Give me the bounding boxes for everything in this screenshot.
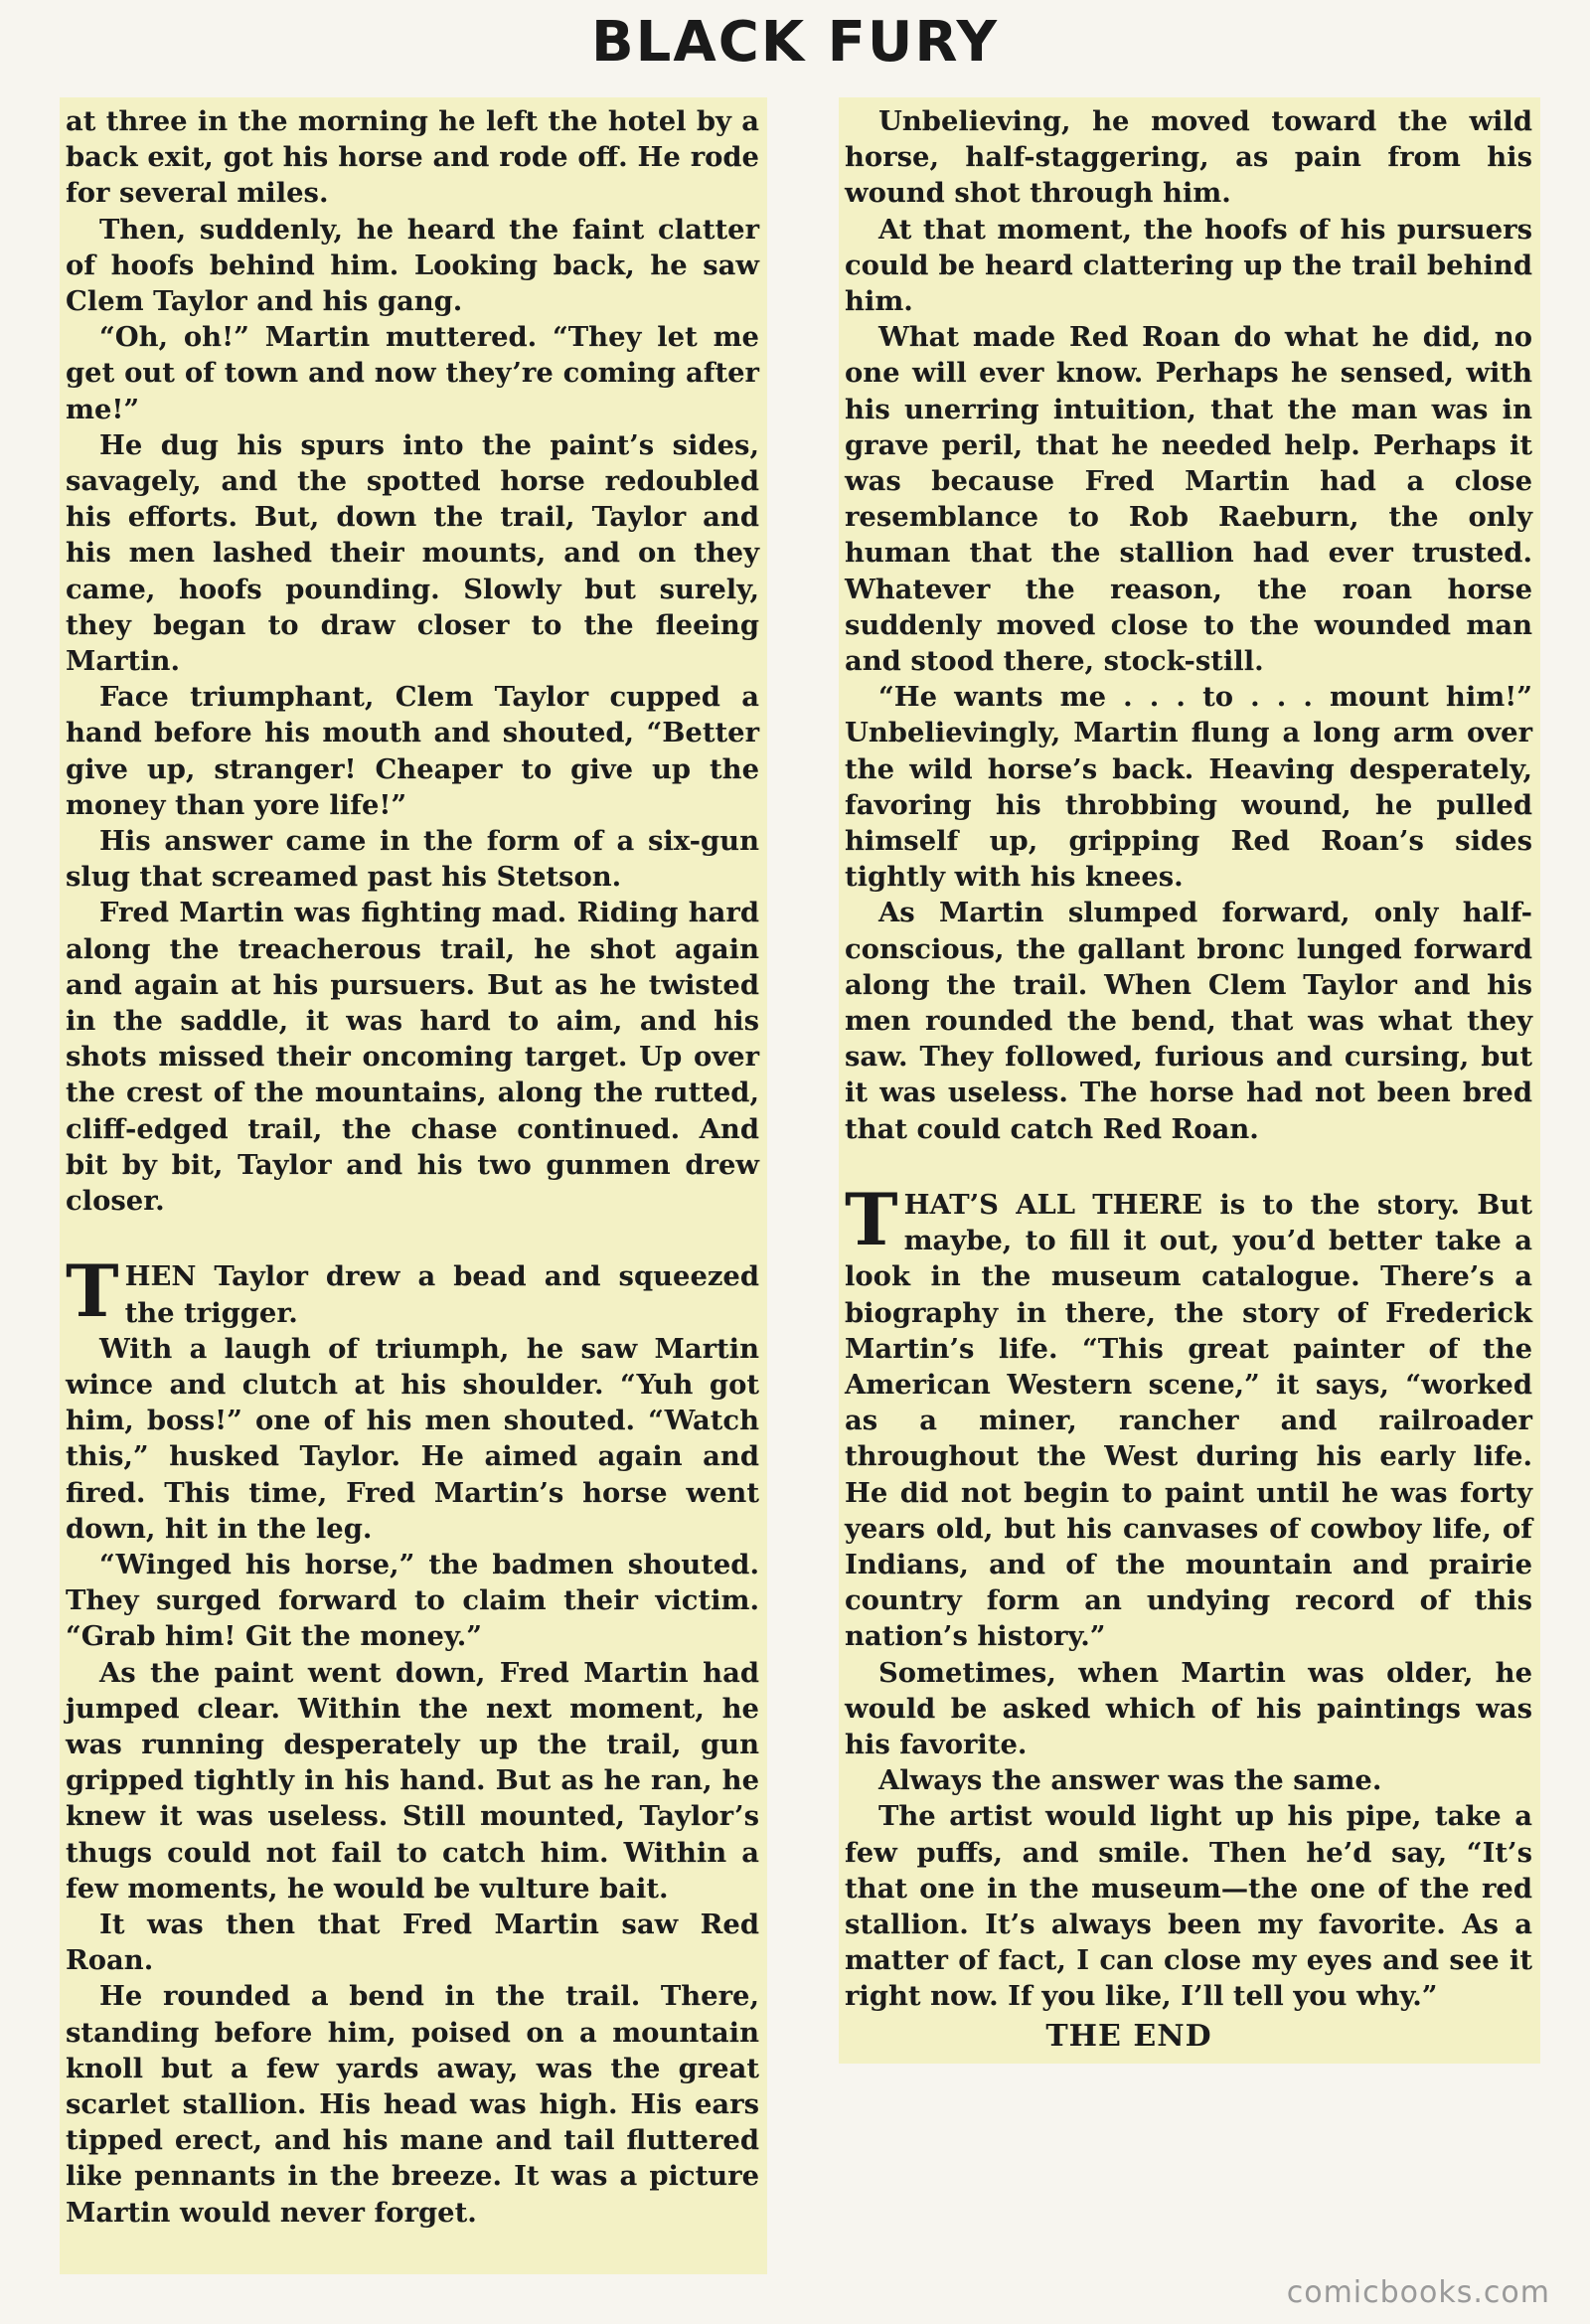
section-lead: [845, 1176, 1532, 1655]
lead-text: HEN Taylor drew a bead and squeezed the trigger.: [124, 1260, 759, 1329]
paragraph: With a laugh of triumph, he saw Martin wince and clutch at his shoulder. “Yuh got him, boss!” one of his men shouted. “Watch this,” husked Taylor. He aimed again and fired. This time, Fred Martin’s horse went down, hit in the leg.: [66, 1332, 759, 1545]
paragraph: He rounded a bend in the trail. There, standing before him, poised on a mountain knoll but a few yards away, was the great scarlet stallion. His head was high. His ears tipped erect, and his mane and tail fluttered like pennants in the breeze. It was a picture Martin would never forget.: [66, 1980, 759, 2229]
left-text-column: [60, 97, 767, 2274]
paragraph: His answer came in the form of a six-gun slug that screamed past his Stetson.: [66, 825, 759, 894]
paragraph: Sometimes, when Martin was older, he would be asked which of his paintings was his favorite.: [845, 1656, 1532, 1760]
paragraph: As the paint went down, Fred Martin had jumped clear. Within the next moment, he was running desperately up the trail, gun gripped tightly in his hand. But as he ran, he knew it was useless. Still mounted, Taylor’s thugs could not fail to catch him. Within a few moments, he would be vulture bait.: [66, 1656, 759, 1905]
paragraph: “He wants me . . . to . . . mount him!” Unbelievingly, Martin flung a long arm over the wild horse’s back. Heaving desperately, favoring his throbbing wound, he pulled himself up, gripping Red Roan’s sides tightly with his knees.: [845, 681, 1532, 894]
paragraph: Then, suddenly, he heard the faint clatter of hoofs behind him. Looking back, he saw Clem Taylor and his gang.: [66, 213, 759, 318]
paragraph: Fred Martin was fighting mad. Riding hard along the treacherous trail, he shot again and again at his pursuers. But as he twisted in the saddle, it was hard to aim, and his shots missed their oncoming target. Up over the crest of the mountains, along the rutted, cliff-edged trail, the chase continued. And bit by bit, Taylor and his two gunmen drew closer.: [66, 897, 759, 1218]
paragraph: “Winged his horse,” the badmen shouted. They surged forward to claim their victim. “Grab him! Git the money.”: [66, 1548, 759, 1653]
paragraph: It was then that Fred Martin saw Red Roan.: [66, 1908, 759, 1977]
drop-cap: T: [845, 1176, 898, 1261]
paragraph: Unbelieving, he moved toward the wild horse, half-staggering, as pain from his wound shot through him.: [845, 105, 1532, 210]
right-text-column: [839, 97, 1540, 2064]
paragraph: at three in the morning he left the hotel by a back exit, got his horse and rode off. He rode for several miles.: [66, 105, 759, 210]
story-section: [845, 1176, 1532, 2015]
story-section: [66, 1248, 759, 2230]
paragraph: What made Red Roan do what he did, no one will ever know. Perhaps he sensed, with his unerring intuition, that the man was in grave peril, that he needed help. Perhaps it was because Fred Martin had a close resemblance to Rob Raeburn, the only human that the stallion had ever trusted. Whatever the reason, the roan horse suddenly moved close to the wounded man and stood there, stock-still.: [845, 321, 1532, 678]
paragraph: Face triumphant, Clem Taylor cupped a hand before his mouth and shouted, “Better give up, stranger! Cheaper to give up the money than yore life!”: [66, 681, 759, 821]
paragraph: At that moment, the hoofs of his pursuers could be heard clattering up the trail behind him.: [845, 213, 1532, 318]
paragraph: As Martin slumped forward, only half-conscious, the gallant bronc lunged forward along the trail. When Clem Taylor and his men rounded the bend, that was what they saw. They followed, furious and cursing, but it was useless. The horse had not been bred that could catch Red Roan.: [845, 897, 1532, 1145]
section-lead: [66, 1248, 759, 1334]
paragraph: “Oh, oh!” Martin muttered. “They let me get out of town and now they’re coming after me!”: [66, 321, 759, 425]
watermark: comicbooks.com: [1286, 2275, 1550, 2310]
paragraph: He dug his spurs into the paint’s sides, savagely, and the spotted horse redoubled his efforts. But, down the trail, Taylor and his men lashed their mounts, and on they came, hoofs pounding. Slowly but surely, they began to draw closer to the fleeing Martin.: [66, 428, 759, 678]
drop-cap: T: [66, 1248, 119, 1334]
the-end-label: THE END: [1045, 2018, 1212, 2054]
lead-text: HAT’S ALL THERE is to the story. But maybe, to fill it out, you’d better take a look in the museum catalogue. There’s a biography in there, the story of Frederick Martin’s life. “This great painter of the American Western scene,” it says, “worked as a miner, rancher and railroader throughout the West during his early life. He did not begin to paint until he was forty years old, but his canvases of cowboy life, of Indians, and of the mountain and prairie country form an undying record of this nation’s history.”: [845, 1188, 1532, 1653]
page-title: BLACK FURY: [590, 10, 1000, 75]
paragraph: The artist would light up his pipe, take a few puffs, and smile. Then he’d say, “It’s that one in the museum—the one of the red stallion. It’s always been my favorite. As a matter of fact, I can close my eyes and see it right now. If you like, I’ll tell you why.”: [845, 1800, 1532, 2013]
paragraph: Always the answer was the same.: [878, 1764, 1382, 1797]
